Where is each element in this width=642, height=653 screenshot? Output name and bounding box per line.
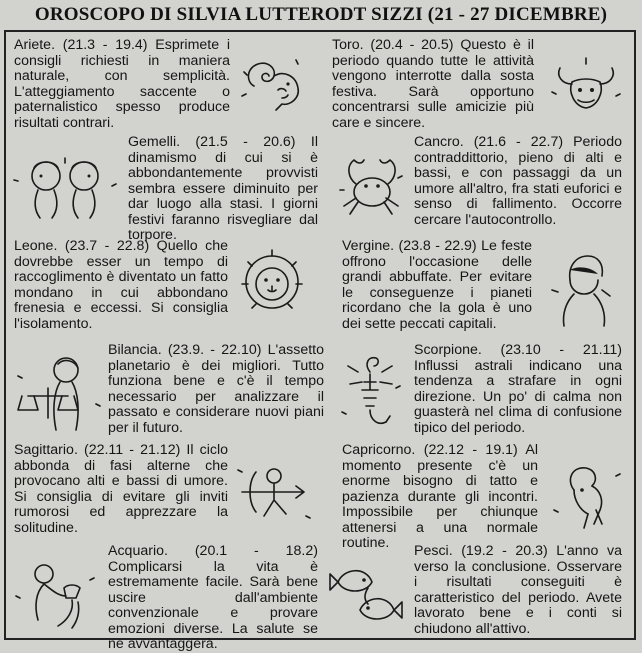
sign-name: Ariete — [14, 37, 52, 53]
sign-leone: Leone. (23.7 - 22.8) Quello che dovrebbe esser un tempo di raccoglimento è diventato un fatto mondano in cui abbondano frenesia e eccessi. Si consiglia l'isolamento. — [14, 238, 228, 332]
sign-text: Il dinamismo di cui si è abbondantemente provvisti sembra essere diminuito per dar luogo alla stasi. I giorni festivi faranno risvegliare dal torpore. — [128, 134, 318, 243]
sign-name: Gemelli — [128, 134, 177, 150]
sign-text: Quello che dovrebbe esser un tempo di raccoglimento è diventato un fatto mondano in cui abbondano frenesia e eccessi. Si consiglia l'isolamento. — [14, 238, 228, 332]
sign-dates: (20.4 - 20.5) — [370, 37, 454, 53]
sign-text: L'assetto planetario è dei migliori. Tutto funziona bene e c'è il tempo necessario per analizzare il passato e considerare nuovi piani per il futuro. — [108, 342, 324, 436]
twins-icon — [10, 150, 120, 222]
sign-text: Questo è il periodo quando tutte le attività vengono interrotte dalla sosta festiva. Sarà opportuno concentrarsi sulle amicizie più care e sincere. — [332, 37, 534, 131]
sign-capricorno: Capricorno. (22.12 - 19.1) Al momento presente c'è un enorme bisogno di tatto e pazienza durante gli incontri. Impossibile per chiunque attenersi a una normale routine. — [342, 442, 538, 551]
sign-text: Le feste offrono l'occasione delle grandi abbuffate. Per evitare le conseguenze i pianeti ricordano che la gola è uno dei sette peccati capitali. — [342, 238, 532, 332]
sign-name: Cancro — [414, 134, 460, 150]
sign-vergine: Vergine. (23.8 - 22.9) Le feste offrono l'occasione delle grandi abbuffate. Per evitare le conseguenze i pianeti ricordano che la gola è uno dei sette peccati capitali. — [342, 238, 532, 332]
scorpion-icon — [334, 352, 408, 432]
water-bearer-icon — [10, 556, 102, 636]
archer-icon — [232, 458, 314, 528]
sign-text: L'anno va verso la conclusione. Osservare i risultati conseguiti è caratteristico del periodo. Avete lavorato bene e i conti si chiudono all'attivo. — [414, 543, 622, 637]
sign-dates: (23.8 - 22.9) — [398, 238, 477, 254]
sign-name: Pesci — [414, 543, 449, 559]
bull-icon — [546, 52, 626, 118]
sign-dates: (20.1 - 18.2) — [194, 543, 318, 559]
sign-dates: (19.2 - 20.3) — [461, 543, 548, 559]
sign-dates: (23.7 - 22.8) — [64, 238, 150, 254]
sign-name: Sagittario — [14, 442, 74, 458]
sign-dates: (23.10 - 21.11) — [500, 342, 622, 358]
sign-dates: (22.11 - 21.12) — [83, 442, 181, 458]
sign-acquario: Acquario. (20.1 - 18.2) Complicarsi la vita è estremamente facile. Sarà bene uscire dall'ambiente convenzionale e provare emozioni diverse. La salute se ne avvantaggerà. — [108, 543, 318, 652]
sign-pesci: Pesci. (19.2 - 20.3) L'anno va verso la conclusione. Osservare i risultati conseguiti è caratteristico del periodo. Avete lavorato bene e i conti si chiudono all'attivo. — [414, 543, 622, 637]
sign-name: Bilancia — [108, 342, 158, 358]
sign-dates: (21.6 - 22.7) — [473, 134, 564, 150]
sign-text: Il ciclo abbonda di fasi alterne che provocano alti e bassi di umore. Si consiglia di evitare gli inviti rumorosi ed apprezzare la solitudine. — [14, 442, 228, 536]
page-title: OROSCOPO DI SILVIA LUTTERODT SIZZI (21 - 27 DICEMBRE) — [34, 4, 608, 25]
crab-icon — [334, 150, 410, 224]
sign-cancro: Cancro. (21.6 - 22.7) Periodo contraddittorio, pieno di alti e bassi, e con passaggi da un umore all'altro, fra stati euforici e senso di fallimento. Occorre cercare l'autocontrollo. — [414, 134, 622, 228]
sign-name: Acquario — [108, 543, 164, 559]
lion-icon — [234, 244, 310, 318]
sign-dates: (22.12 - 19.1) — [423, 442, 518, 458]
sign-dates: (21.5 - 20.6) — [195, 134, 296, 150]
scales-icon — [12, 352, 106, 436]
ram-icon — [238, 52, 304, 114]
sign-dates: (23.9. - 22.10) — [167, 342, 262, 358]
sign-text: Complicarsi la vita è estremamente facile. Sarà bene uscire dall'ambiente convenzionale e provare emozioni diverse. La salute se ne avvantaggerà. — [108, 558, 318, 652]
sign-text: Influssi astrali indicano una tendenza a strafare in ogni direzione. Un po' di calma non guasterà nel clima di confusione tipico del periodo. — [414, 357, 622, 436]
sign-name: Leone — [14, 238, 54, 254]
sign-name: Toro — [332, 37, 360, 53]
goat-icon — [546, 460, 626, 536]
sign-toro: Toro. (20.4 - 20.5) Questo è il periodo quando tutte le attività vengono interrotte dalla sosta festiva. Sarà opportuno concentrarsi sulle amicizie più care e sincere. — [332, 37, 534, 131]
sign-gemelli: Gemelli. (21.5 - 20.6) Il dinamismo di cui si è abbondantemente provvisti sembra essere diminuito per dar luogo alla stasi. I giorni festivi faranno risvegliare dal torpore. — [128, 134, 318, 243]
fish-icon — [324, 554, 408, 636]
sign-dates: (21.3 - 19.4) — [62, 37, 148, 53]
sign-text: Al momento presente c'è un enorme bisogno di tatto e pazienza durante gli incontri. Impossibile per chiunque attenersi a una normale routine. — [342, 442, 538, 551]
sign-text: Periodo contraddittorio, pieno di alti e bassi, e con passaggi da un umore all'altro, fra stati euforici e senso di fallimento. Occorre cercare l'autocontrollo. — [414, 134, 622, 228]
virgin-icon — [544, 250, 622, 330]
sign-name: Capricorno — [342, 442, 412, 458]
sign-name: Scorpione — [414, 342, 478, 358]
sign-sagittario: Sagittario. (22.11 - 21.12) Il ciclo abbonda di fasi alterne che provocano alti e bassi di umore. Si consiglia di evitare gli inviti rumorosi ed apprezzare la solitudine. — [14, 442, 228, 536]
sign-name: Vergine — [342, 238, 391, 254]
sign-bilancia: Bilancia. (23.9. - 22.10) L'assetto planetario è dei migliori. Tutto funziona bene e c'è il tempo necessario per analizzare il passato e considerare nuovi piani per il futuro. — [108, 342, 324, 436]
sign-scorpione: Scorpione. (23.10 - 21.11) Influssi astrali indicano una tendenza a strafare in ogni direzione. Un po' di calma non guasterà nel clima di confusione tipico del periodo. — [414, 342, 622, 436]
sign-text: Esprimete i consigli richiesti in maniera naturale, con semplicità. L'atteggiamento saccente o paternalistico spesso produce risultati contrari. — [14, 37, 230, 131]
sign-ariete: Ariete. (21.3 - 19.4) Esprimete i consigli richiesti in maniera naturale, con semplicità. L'atteggiamento saccente o paternalistico spesso produce risultati contrari. — [14, 37, 230, 131]
